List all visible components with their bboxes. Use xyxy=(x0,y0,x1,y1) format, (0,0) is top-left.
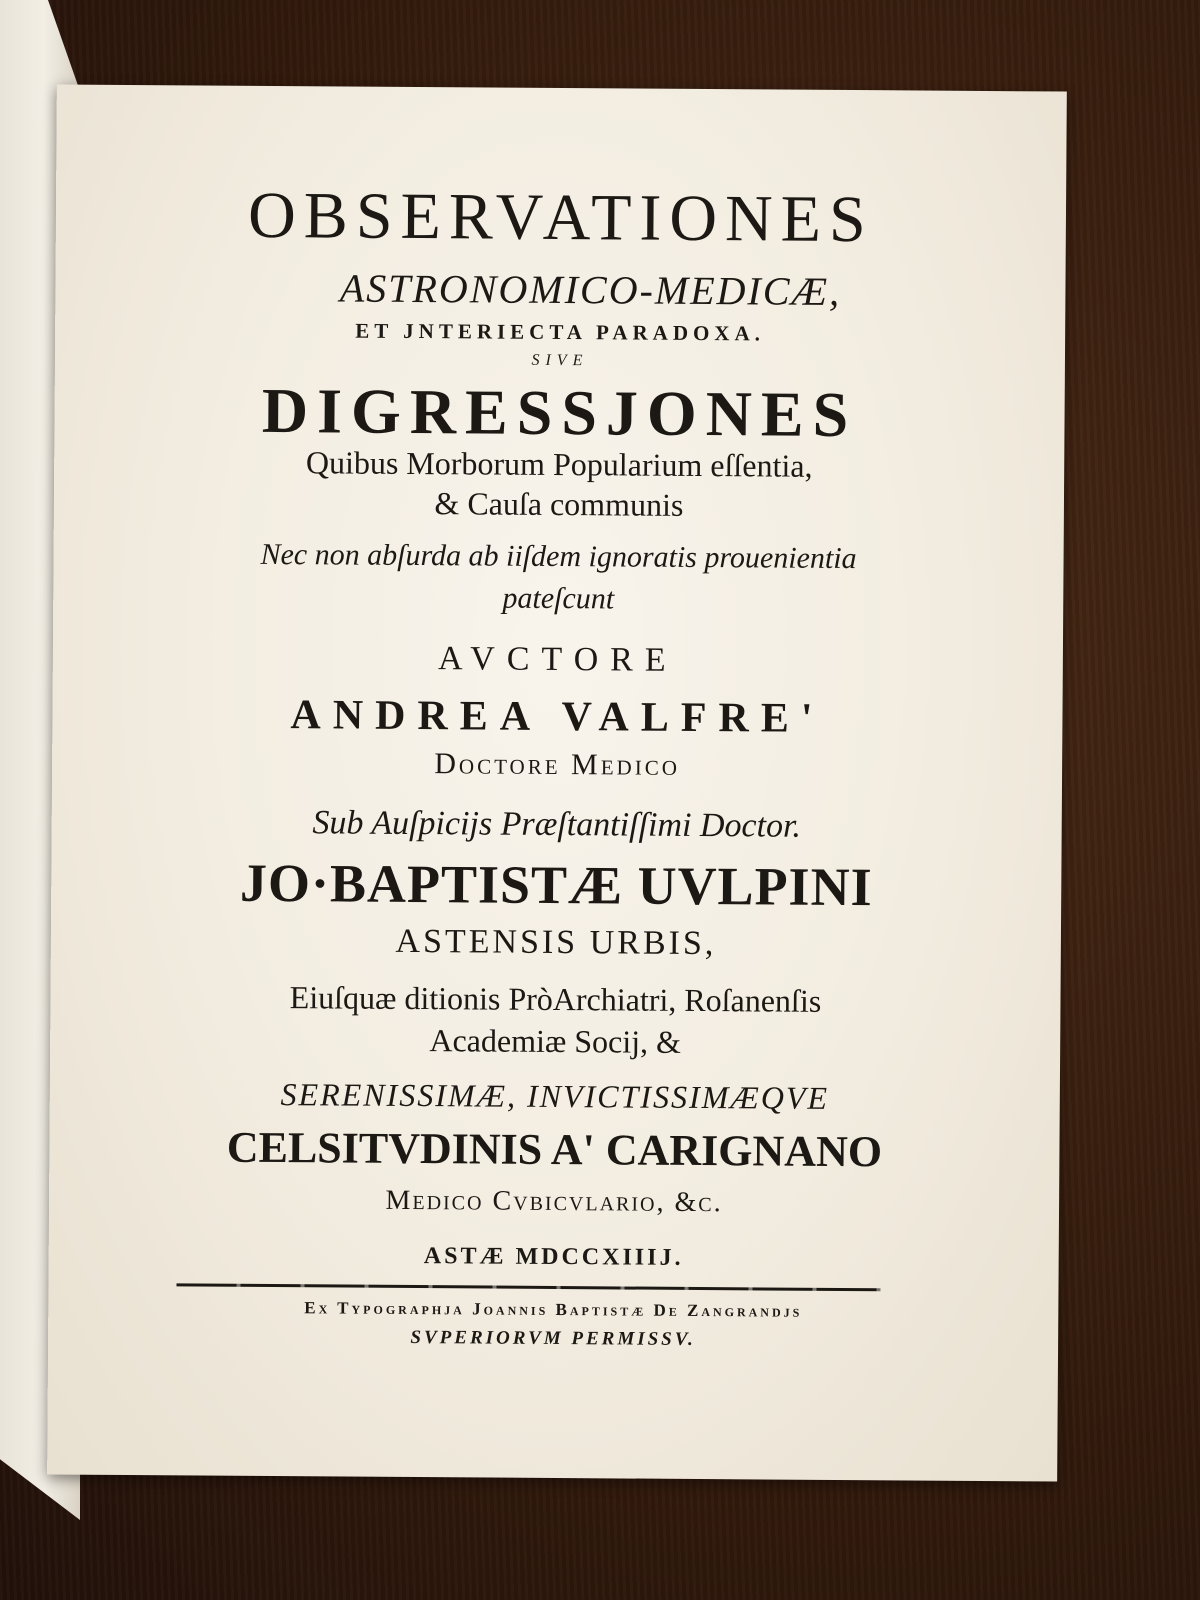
patron-name: JO·BAPTISTÆ UVLPINI xyxy=(239,852,873,918)
author-name: ANDREA VALFRE' xyxy=(290,692,825,742)
auctore-label: AVCTORE xyxy=(437,640,678,679)
description-italic-line: pateſcunt xyxy=(502,581,615,616)
description-italic-line: Nec non abſurda ab iiſdem ignoratis prouenientia xyxy=(260,537,857,576)
dedication-name: CELSITVDINIS A' CARIGNANO xyxy=(226,1122,883,1177)
divider-rule xyxy=(176,1283,880,1291)
title-page xyxy=(47,84,1067,1481)
imprint-place-date: ASTÆ MDCCXIIIJ. xyxy=(423,1243,684,1271)
dedication-line: SERENISSIMÆ, INVICTISSIMÆQVE xyxy=(280,1076,830,1116)
patron-role-line: Eiuſquæ ditionis PròArchiatri, Roſanenſis xyxy=(289,979,822,1019)
patron-city: ASTENSIS URBIS, xyxy=(395,922,717,963)
description-line: Quibus Morborum Popularium eſſentia, xyxy=(305,444,813,484)
subtitle: ASTRONOMICO-MEDICÆ, xyxy=(339,265,842,314)
permission-line: SVPERIORVM PERMISSV. xyxy=(410,1326,696,1350)
printer-line: Ex Typographja Joannis Baptistæ De Zangrandjs xyxy=(304,1298,803,1321)
subtitle-line: ET JNTERIECTA PARADOXA. xyxy=(355,318,766,346)
dedication-role: Medico Cvbicvlario, &c. xyxy=(385,1184,723,1219)
main-title: OBSERVATIONES xyxy=(247,178,874,257)
patron-role-line: Academiæ Socij, & xyxy=(429,1022,682,1060)
secondary-title: DIGRESSJONES xyxy=(261,374,858,451)
auspices-line: Sub Auſpicijs Præſtantiſſimi Doctor. xyxy=(312,804,802,845)
author-title: Doctore Medico xyxy=(434,747,681,782)
description-line: & Cauſa communis xyxy=(434,485,684,523)
sive-line: SIVE xyxy=(531,351,589,370)
